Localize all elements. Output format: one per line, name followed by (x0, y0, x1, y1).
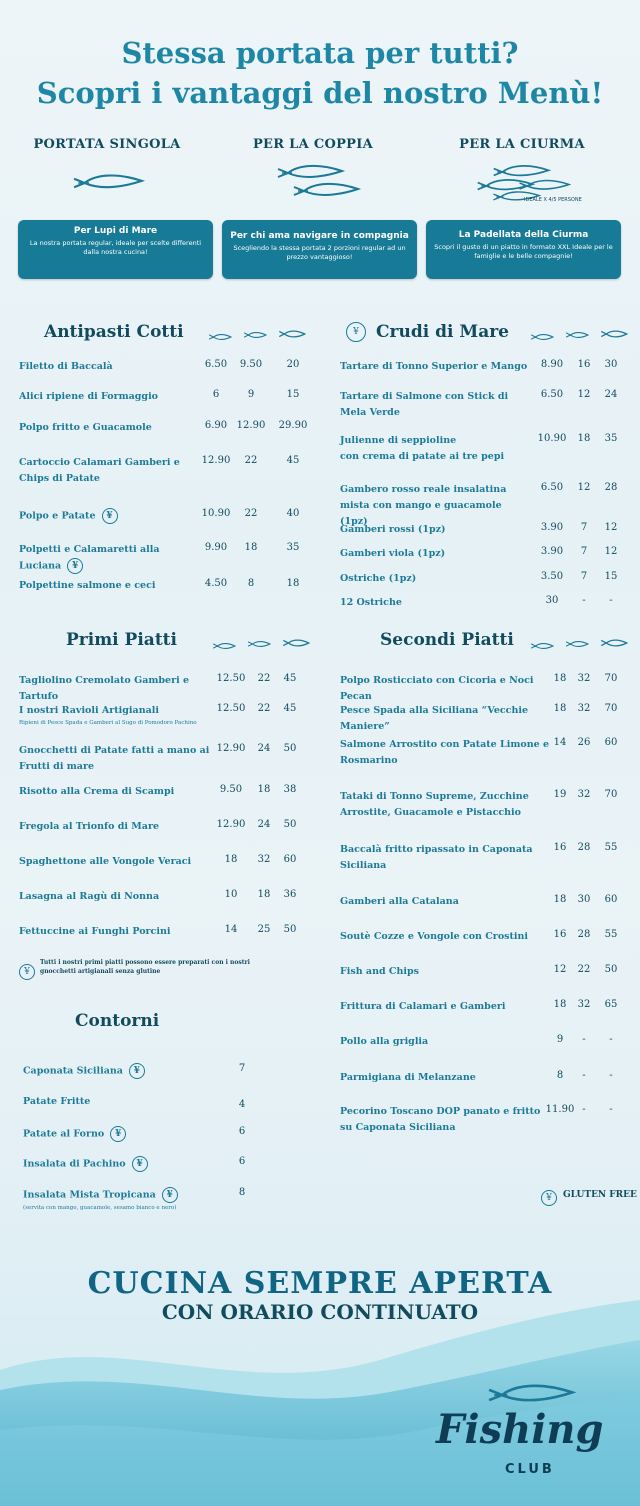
menu-item-price: 36 (283, 889, 297, 900)
menu-item-price: 32 (257, 854, 271, 865)
portion-icons (208, 326, 306, 346)
fish-icon (208, 332, 232, 342)
menu-item-name (19, 420, 199, 436)
menu-item-label: Pecorino Toscano DOP panato e fritto su Caponata Siciliana (340, 1106, 541, 1133)
menu-item-name (340, 673, 550, 705)
menu-item-price: 24 (604, 389, 618, 400)
menu-item-price: 15 (604, 571, 618, 582)
menu-item-name (19, 784, 219, 800)
menu-item-price: 10.90 (537, 433, 567, 444)
menu-item-name (23, 1063, 223, 1080)
menu-item-label: Polpo Rosticciato con Cicoria e Noci Pecan (340, 675, 534, 702)
fish-icon (530, 641, 554, 651)
menu-item-price: 11.90 (545, 1104, 575, 1115)
fish-icon (282, 635, 310, 651)
menu-item-name (19, 542, 199, 575)
menu-item-price: 28 (604, 482, 618, 493)
gluten-free-legend: GLUTEN FREE (563, 1190, 637, 1200)
menu-item-price: 22 (257, 703, 271, 714)
menu-item-price: 18 (244, 542, 258, 553)
menu-item-price: 6.50 (540, 389, 564, 400)
menu-item-label: Patate Fritte (23, 1096, 91, 1107)
menu-item-name (19, 703, 219, 727)
wheat-icon: ¥ (19, 961, 35, 980)
menu-item-name (23, 1126, 223, 1143)
menu-item-price: 9.50 (219, 784, 243, 795)
menu-item-price: - (582, 1070, 586, 1081)
menu-item-price: 12.90 (201, 455, 231, 466)
fish-icon (530, 332, 554, 342)
menu-item-label: Polpettine salmone e ceci (19, 580, 156, 591)
menu-item-price: 22 (244, 508, 258, 519)
fish-icon (247, 637, 271, 651)
menu-item-price: 50 (604, 964, 618, 975)
menu-item-label: Fish and Chips (340, 966, 419, 977)
menu-item-price: 32 (577, 673, 591, 684)
menu-item-price: 65 (604, 999, 618, 1010)
menu-item-price: 9 (556, 1034, 564, 1045)
fish-icon (600, 326, 628, 342)
menu-item-price: 4.50 (204, 578, 228, 589)
menu-item-name (19, 359, 199, 375)
menu-item-name (19, 508, 199, 525)
wheat-icon: ¥ (102, 508, 118, 524)
menu-item-label: Julienne di seppioline (340, 435, 457, 446)
menu-item-price: 12 (553, 964, 567, 975)
menu-item-price: 12.90 (216, 743, 246, 754)
menu-item-price: 35 (286, 542, 300, 553)
fish-icon (565, 328, 589, 342)
menu-item-name (340, 595, 530, 611)
menu-item-price: 12 (604, 522, 618, 533)
menu-item-name (19, 819, 219, 835)
card-title: Per chi ama navigare in compagnia (230, 231, 409, 241)
menu-item-label: Spaghettone alle Vongole Veraci (19, 856, 192, 867)
section-title-antipasti: Antipasti Cotti (44, 322, 184, 342)
menu-item-price: 7 (238, 1063, 246, 1074)
menu-item-price: 22 (577, 964, 591, 975)
menu-item-label: Insalata di Pachino (23, 1158, 126, 1170)
menu-item-name (340, 389, 530, 421)
menu-item-name (340, 737, 550, 769)
menu-item-name (19, 743, 219, 775)
fish-icon (292, 181, 362, 201)
menu-item-price: 25 (257, 924, 271, 935)
menu-item-price: 6 (212, 389, 220, 400)
menu-item-price: 6 (238, 1156, 246, 1167)
card-couple (222, 220, 417, 279)
menu-item-price: 18 (553, 894, 567, 905)
wheat-icon: ¥ (110, 1126, 126, 1142)
menu-item-name (340, 522, 530, 538)
crew-note: IDEALE X 4/5 PERSONE (524, 197, 582, 203)
menu-item-name (340, 964, 550, 980)
menu-item-price: 32 (577, 999, 591, 1010)
card-crew (426, 220, 621, 279)
card-desc: Scopri il gusto di un piatto in formato XXL Ideale per le famiglie e le belle compagnie! (434, 243, 613, 260)
menu-item-price: 24 (257, 743, 271, 754)
menu-item-name (23, 1094, 223, 1110)
menu-item-price: 30 (577, 894, 591, 905)
menu-item-name (19, 389, 199, 405)
menu-item-label: Salmone Arrostito con Patate Limone e Rosmarino (340, 739, 550, 766)
wheat-icon: ¥ (162, 1187, 178, 1203)
menu-item-name (340, 842, 550, 874)
fish-icon (243, 328, 267, 342)
menu-item-subtitle: con crema di patate ai tre pepi (340, 451, 505, 462)
menu-item-price: 18 (224, 854, 238, 865)
menu-item-price: 6.50 (204, 359, 228, 370)
menu-item-price: 32 (577, 703, 591, 714)
card-title: Per Lupi di Mare (73, 226, 158, 236)
section-title-contorni: Contorni (75, 1011, 160, 1031)
footer-line-1: CUCINA SEMPRE APERTA (87, 1266, 553, 1301)
menu-item-price: 8 (247, 578, 255, 589)
menu-item-price: 3.90 (540, 546, 564, 557)
menu-item-name (19, 924, 219, 940)
menu-item-label: Risotto alla Crema di Scampi (19, 786, 175, 797)
card-desc: La nostra portata regular, ideale per scelte differenti dalla nostra cucina! (29, 239, 202, 256)
wheat-icon: ¥ (67, 558, 83, 574)
menu-item-price: 7 (580, 571, 588, 582)
menu-item-name (19, 578, 199, 594)
menu-item-price: - (582, 595, 586, 606)
menu-item-price: 7 (580, 546, 588, 557)
menu-item-name (19, 673, 219, 705)
menu-item-price: 16 (553, 842, 567, 853)
tier-title-single: PORTATA SINGOLA (33, 137, 181, 152)
menu-item-label: 12 Ostriche (340, 597, 402, 608)
menu-item-price: 50 (283, 924, 297, 935)
menu-item-label: Gnocchetti di Patate fatti a mano ai Frutti di mare (19, 745, 210, 772)
menu-item-price: 18 (553, 673, 567, 684)
menu-item-price: 40 (286, 508, 300, 519)
menu-item-price: 8 (556, 1070, 564, 1081)
menu-item-label: Patate al Forno (23, 1128, 105, 1140)
menu-item-name (23, 1156, 223, 1173)
menu-item-name (19, 455, 199, 487)
menu-item-label: Gamberi viola (1pz) (340, 548, 446, 559)
menu-item-price: 9.90 (204, 542, 228, 553)
menu-item-price: 26 (577, 737, 591, 748)
menu-item-price: 60 (604, 894, 618, 905)
fish-icon (565, 637, 589, 651)
menu-item-price: 12.90 (236, 420, 266, 431)
menu-item-price: 4 (238, 1099, 246, 1110)
menu-item-price: - (582, 1104, 586, 1115)
menu-item-name (23, 1187, 223, 1212)
menu-item-price: 3.90 (540, 522, 564, 533)
menu-item-price: 8.90 (540, 359, 564, 370)
menu-item-price: 29.90 (278, 420, 308, 431)
menu-item-price: 18 (553, 703, 567, 714)
menu-item-label: Polpetti e Calamaretti alla Luciana (19, 544, 160, 572)
menu-item-price: 60 (283, 854, 297, 865)
menu-item-price: 55 (604, 929, 618, 940)
card-title: La Padellata della Ciurma (458, 230, 589, 240)
menu-item-price: 45 (283, 673, 297, 684)
menu-item-price: 18 (257, 889, 271, 900)
menu-item-price: 9 (247, 389, 255, 400)
tier-title-crew: PER LA CIURMA (459, 137, 585, 152)
menu-item-price: 45 (283, 703, 297, 714)
header-line-2: Scopri i vantaggi del nostro Menù! (36, 76, 604, 110)
menu-item-label: Gambero rosso reale insalatina mista con mango e guacamole (1pz) (340, 484, 507, 527)
section-title-crudi: Crudi di Mare (376, 322, 509, 342)
menu-item-name (340, 1104, 550, 1136)
logo-word: Fishing (436, 1406, 604, 1453)
menu-item-price: 20 (286, 359, 300, 370)
menu-item-price: - (609, 595, 613, 606)
logo-sub: CLUB (505, 1462, 555, 1477)
menu-item-price: 10.90 (201, 508, 231, 519)
section-title-primi: Primi Piatti (66, 630, 177, 650)
menu-item-price: 12.50 (216, 703, 246, 714)
menu-item-label: Tataki di Tonno Supreme, Zucchine Arrostite, Guacamole e Pistacchio (340, 791, 529, 818)
menu-item-price: 70 (604, 789, 618, 800)
menu-item-label: Frittura di Calamari e Gamberi (340, 1001, 506, 1012)
menu-item-label: Tartare di Tonno Superior e Mango (340, 361, 528, 372)
menu-item-price: 30 (604, 359, 618, 370)
menu-item-name (340, 546, 530, 562)
menu-item-label: Baccalà fritto ripassato in Caponata Siciliana (340, 844, 533, 871)
menu-item-name (340, 789, 550, 821)
menu-item-name (340, 571, 530, 587)
menu-item-price: 35 (604, 433, 618, 444)
menu-item-label: Polpo fritto e Guacamole (19, 422, 152, 433)
menu-item-label: Pollo alla griglia (340, 1036, 429, 1047)
menu-item-price: 6.50 (540, 482, 564, 493)
menu-item-price: 12.90 (216, 819, 246, 830)
menu-item-price: 28 (577, 842, 591, 853)
menu-item-name (340, 433, 530, 465)
fish-icon (486, 1382, 578, 1408)
menu-item-price: 16 (553, 929, 567, 940)
menu-item-label: Alici ripiene di Formaggio (19, 391, 159, 402)
menu-item-name (340, 929, 550, 945)
menu-item-name (340, 703, 550, 735)
primi-gluten-note: Tutti i nostri primi piatti possono essere preparati con i nostri gnocchetti artigianali senza glutine (40, 959, 250, 975)
menu-item-price: 18 (553, 999, 567, 1010)
menu-item-price: 28 (577, 929, 591, 940)
menu-item-price: 14 (553, 737, 567, 748)
menu-item-name (340, 1034, 550, 1050)
menu-item-label: Lasagna al Ragù di Nonna (19, 891, 160, 902)
menu-item-label: Fettuccine ai Funghi Porcini (19, 926, 171, 937)
fish-icon (72, 172, 146, 194)
menu-item-price: 16 (577, 359, 591, 370)
menu-item-subtitle: (servita con mango, guacamole, sesamo bianco e nero) (23, 1204, 177, 1211)
menu-item-label: Caponata Siciliana (23, 1065, 123, 1077)
menu-item-price: 50 (283, 743, 297, 754)
card-desc: Scegliendo la stessa portata 2 porzioni regular ad un prezzo vantaggioso! (233, 244, 406, 261)
menu-item-price: 19 (553, 789, 567, 800)
menu-item-price: - (609, 1104, 613, 1115)
wheat-icon: ¥ (132, 1156, 148, 1172)
menu-item-subtitle: Ripieni di Pesce Spada e Gamberi al Sugo di Pomodoro Pachino (19, 720, 197, 726)
menu-item-label: Tartare di Salmone con Stick di Mela Verde (340, 391, 509, 418)
card-single (18, 220, 213, 279)
menu-item-price: 38 (283, 784, 297, 795)
section-title-secondi: Secondi Piatti (380, 630, 514, 650)
menu-item-price: 9.50 (239, 359, 263, 370)
menu-item-name (340, 894, 550, 910)
menu-item-label: Ostriche (1pz) (340, 573, 417, 584)
fish-icon (278, 326, 306, 342)
menu-item-price: 22 (257, 673, 271, 684)
menu-item-label: Fregola al Trionfo di Mare (19, 821, 159, 832)
menu-item-price: 50 (283, 819, 297, 830)
menu-item-label: Cartoccio Calamari Gamberi e Chips di Patate (19, 457, 180, 484)
portion-icons (530, 635, 628, 655)
menu-item-price: 45 (286, 455, 300, 466)
menu-item-price: 15 (286, 389, 300, 400)
menu-item-price: 12 (604, 546, 618, 557)
menu-item-name (340, 1070, 550, 1086)
wheat-icon: ¥ (129, 1063, 145, 1079)
menu-item-price: 18 (577, 433, 591, 444)
menu-item-name (19, 889, 219, 905)
menu-item-price: 12 (577, 389, 591, 400)
menu-item-label: Parmigiana di Melanzane (340, 1072, 476, 1083)
wheat-icon: ¥ (346, 321, 366, 342)
menu-item-price: 12.50 (216, 673, 246, 684)
menu-item-price: 32 (577, 789, 591, 800)
wheat-icon: ¥ (541, 1187, 557, 1206)
menu-item-price: 22 (244, 455, 258, 466)
header-line-1: Stessa portata per tutti? (121, 36, 519, 70)
portion-icons (530, 326, 628, 346)
menu-item-price: 18 (257, 784, 271, 795)
tier-title-couple: PER LA COPPIA (252, 137, 374, 152)
footer-line-2: CON ORARIO CONTINUATO (161, 1300, 479, 1324)
menu-item-label: Tagliolino Cremolato Gamberi e Tartufo (19, 675, 190, 702)
fish-icon (276, 163, 346, 183)
menu-item-name (19, 854, 219, 870)
menu-item-price: 3.50 (540, 571, 564, 582)
menu-item-name (340, 999, 550, 1015)
menu-item-price: - (609, 1070, 613, 1081)
menu-item-label: Filetto di Baccalà (19, 361, 113, 372)
menu-item-price: 30 (545, 595, 559, 606)
menu-item-price: - (582, 1034, 586, 1045)
menu-item-price: - (609, 1034, 613, 1045)
menu-item-label: Soutè Cozze e Vongole con Crostini (340, 931, 529, 942)
menu-item-label: I nostri Ravioli Artigianali (19, 705, 159, 716)
fish-icon (212, 641, 236, 651)
menu-item-label: Insalata Mista Tropicana (23, 1189, 156, 1201)
menu-item-price: 12 (577, 482, 591, 493)
menu-item-price: 70 (604, 673, 618, 684)
menu-item-price: 6 (238, 1126, 246, 1137)
menu-item-label: Gamberi alla Catalana (340, 896, 459, 907)
menu-item-label: Gamberi rossi (1pz) (340, 524, 446, 535)
menu-item-price: 10 (224, 889, 238, 900)
menu-item-price: 8 (238, 1187, 246, 1198)
menu-item-price: 7 (580, 522, 588, 533)
fish-icon (600, 635, 628, 651)
menu-item-label: Polpo e Patate (19, 510, 96, 522)
menu-item-price: 18 (286, 578, 300, 589)
menu-item-price: 60 (604, 737, 618, 748)
portion-icons (212, 635, 310, 655)
menu-item-price: 24 (257, 819, 271, 830)
menu-item-price: 6.90 (204, 420, 228, 431)
menu-item-label: Pesce Spada alla Siciliana “Vecchie Maniere” (340, 705, 529, 732)
menu-item-price: 55 (604, 842, 618, 853)
menu-item-price: 70 (604, 703, 618, 714)
menu-item-price: 14 (224, 924, 238, 935)
menu-item-name (340, 359, 530, 375)
